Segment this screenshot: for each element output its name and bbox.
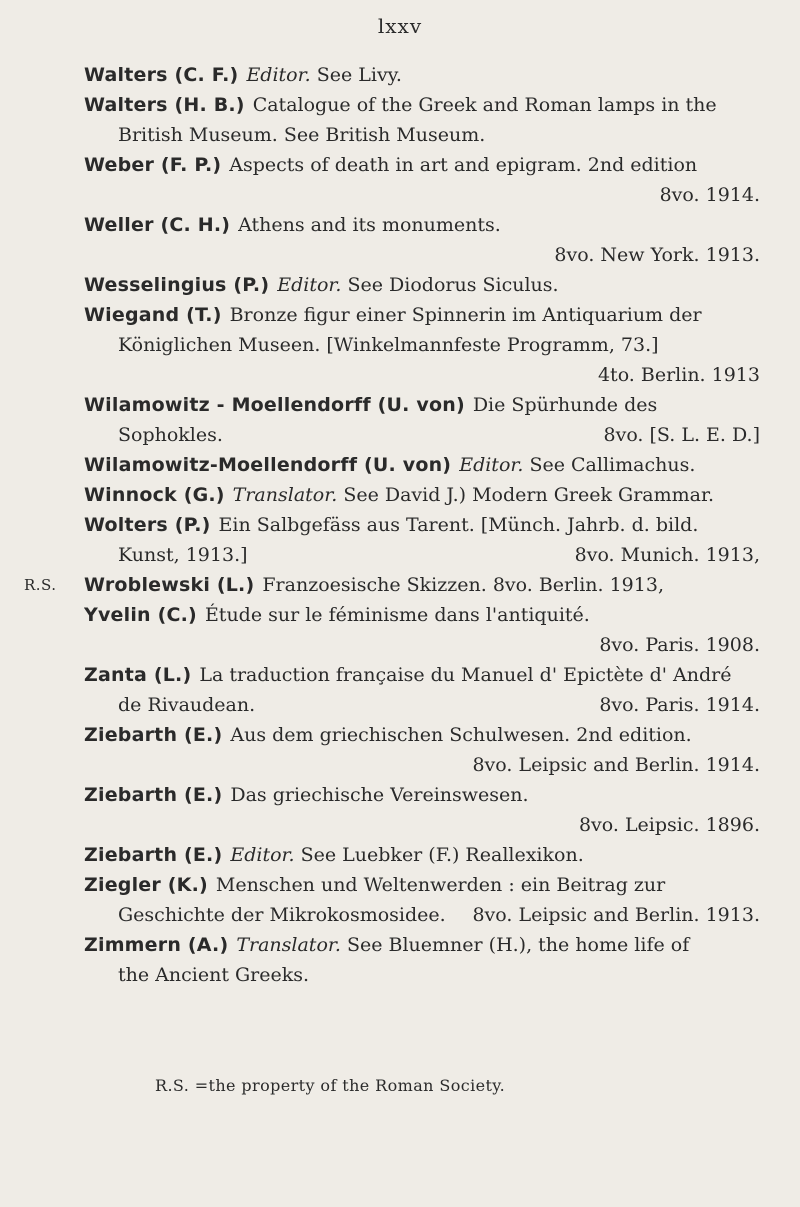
entry-continuation bbox=[84, 630, 760, 660]
author-name: Wroblewski (L.) bbox=[84, 574, 255, 596]
catalogue-entry bbox=[84, 930, 760, 990]
title-text: See David J.) Modern Greek Grammar. bbox=[343, 484, 715, 506]
author-role: Editor. bbox=[246, 64, 311, 86]
title-text: Menschen und Weltenwerden : ein Beitrag zur bbox=[215, 874, 666, 896]
entry-first-line-text bbox=[238, 210, 501, 240]
author-name: Wilamowitz - Moellendorff (U. von) bbox=[84, 394, 465, 416]
title-text: Das griechische Vereinswesen. bbox=[230, 784, 529, 806]
entry-first-line bbox=[84, 390, 760, 420]
entry-first-line-text bbox=[236, 930, 689, 960]
entry-first-line-text bbox=[205, 600, 590, 630]
entry-first-line bbox=[84, 210, 760, 240]
author-name: Walters (H. B.) bbox=[84, 94, 245, 116]
publication-info: 8vo. Munich. 1913, bbox=[574, 544, 760, 566]
author-role: Editor. bbox=[230, 844, 295, 866]
author-name: Yvelin (C.) bbox=[84, 604, 197, 626]
author-name: Ziegler (K.) bbox=[84, 874, 208, 896]
publication-info: 8vo. Leipsic and Berlin. 1913. bbox=[472, 904, 760, 926]
catalogue-entry bbox=[24, 570, 760, 600]
author-name: Ziebarth (E.) bbox=[84, 724, 223, 746]
entry-continuation bbox=[84, 240, 760, 270]
entry-continuation bbox=[84, 330, 760, 360]
entry-list bbox=[24, 60, 760, 990]
entry-first-line bbox=[84, 660, 760, 690]
entry-first-line-text bbox=[199, 660, 731, 690]
author-role: Translator. bbox=[232, 484, 338, 506]
entry-first-line bbox=[84, 300, 760, 330]
catalogue-entry bbox=[84, 510, 760, 570]
author-name: Wiegand (T.) bbox=[84, 304, 222, 326]
title-text: Franzoesische Skizzen. 8vo. Berlin. 1913, bbox=[262, 574, 664, 596]
author-role: Translator. bbox=[236, 934, 341, 956]
catalogue-entry bbox=[84, 780, 760, 840]
author-name: Ziebarth (E.) bbox=[84, 784, 223, 806]
footnote: R.S. =the property of the Roman Society. bbox=[155, 1076, 506, 1095]
entry-continuation bbox=[84, 120, 760, 150]
entry-first-line bbox=[84, 90, 760, 120]
title-text: Die Spürhunde des bbox=[472, 394, 658, 416]
author-role: Editor. bbox=[277, 274, 342, 296]
entry-first-line bbox=[84, 480, 760, 510]
entry-first-line-text bbox=[219, 510, 699, 540]
entry-first-line-text bbox=[230, 780, 528, 810]
author-name: Weber (F. P.) bbox=[84, 154, 222, 176]
entry-first-line-text bbox=[230, 720, 691, 750]
entry-first-line bbox=[84, 60, 760, 90]
publication-info: 8vo. [S. L. E. D.] bbox=[603, 424, 760, 446]
catalogue-entry bbox=[84, 450, 760, 480]
author-name: Wilamowitz-Moellendorff (U. von) bbox=[84, 454, 452, 476]
author-name: Wesselingius (P.) bbox=[84, 274, 270, 296]
entry-first-line-text bbox=[277, 270, 558, 300]
catalogue-entry bbox=[84, 720, 760, 780]
publication-info: 8vo. Leipsic. 1896. bbox=[578, 814, 760, 836]
entry-first-line-text bbox=[216, 870, 665, 900]
catalogue-entry bbox=[84, 660, 760, 720]
publication-info: 8vo. 1914. bbox=[659, 184, 760, 206]
title-continuation: Kunst, 1913.] bbox=[118, 544, 248, 566]
entry-continuation bbox=[84, 810, 760, 840]
catalogue-entry bbox=[84, 600, 760, 660]
title-continuation: British Museum. See British Museum. bbox=[118, 124, 486, 146]
title-continuation: the Ancient Greeks. bbox=[118, 964, 310, 986]
entry-first-line bbox=[84, 150, 760, 180]
page-number: lxxv bbox=[377, 14, 423, 38]
ownership-marker: R.S. bbox=[24, 576, 57, 594]
title-continuation: Geschichte der Mikrokosmosidee. bbox=[118, 904, 446, 926]
publication-info: 8vo. Paris. 1914. bbox=[599, 694, 760, 716]
entry-first-line bbox=[84, 780, 760, 810]
entry-first-line-text bbox=[229, 150, 697, 180]
author-name: Winnock (G.) bbox=[84, 484, 225, 506]
entry-first-line bbox=[84, 270, 760, 300]
publication-info: 4to. Berlin. 1913 bbox=[597, 364, 760, 386]
catalogue-entry bbox=[84, 390, 760, 450]
catalogue-entry bbox=[84, 270, 760, 300]
author-name: Weller (C. H.) bbox=[84, 214, 231, 236]
entry-first-line bbox=[84, 930, 760, 960]
title-text: See Bluemner (H.), the home life of bbox=[346, 934, 690, 956]
author-name: Zanta (L.) bbox=[84, 664, 192, 686]
entry-continuation bbox=[84, 540, 760, 570]
title-text: Bronze figur einer Spinnerin im Antiquarium der bbox=[229, 304, 702, 326]
entry-first-line-text bbox=[262, 570, 664, 600]
title-text: La traduction française du Manuel d' Epictète d' André bbox=[199, 664, 732, 686]
title-text: Étude sur le féminisme dans l'antiquité. bbox=[204, 604, 590, 626]
entry-continuation bbox=[84, 900, 760, 930]
title-text: See Livy. bbox=[316, 64, 402, 86]
entry-continuation bbox=[84, 750, 760, 780]
author-name: Zimmern (A.) bbox=[84, 934, 229, 956]
publication-info: 8vo. New York. 1913. bbox=[554, 244, 760, 266]
entry-first-line bbox=[84, 870, 760, 900]
author-name: Ziebarth (E.) bbox=[84, 844, 223, 866]
entry-first-line-text bbox=[253, 90, 717, 120]
author-role: Editor. bbox=[459, 454, 524, 476]
author-name: Wolters (P.) bbox=[84, 514, 211, 536]
title-text: Ein Salbgefäss aus Tarent. [Münch. Jahrb. d. bild. bbox=[218, 514, 699, 536]
title-continuation: de Rivaudean. bbox=[118, 694, 256, 716]
entry-publication-line bbox=[84, 360, 760, 390]
title-text: Athens and its monuments. bbox=[238, 214, 501, 236]
author-name: Walters (C. F.) bbox=[84, 64, 239, 86]
catalogue-entry bbox=[84, 840, 760, 870]
entry-first-line bbox=[84, 570, 760, 600]
catalogue-entry bbox=[84, 480, 760, 510]
entry-first-line bbox=[84, 840, 760, 870]
title-text: See Diodorus Siculus. bbox=[347, 274, 559, 296]
entry-first-line bbox=[84, 510, 760, 540]
entry-first-line-text bbox=[459, 450, 695, 480]
entry-continuation bbox=[84, 690, 760, 720]
title-continuation: Sophokles. bbox=[118, 424, 223, 446]
catalogue-entry bbox=[84, 60, 760, 90]
entry-first-line-text bbox=[246, 60, 402, 90]
title-text: Aspects of death in art and epigram. 2nd edition bbox=[229, 154, 698, 176]
title-text: See Luebker (F.) Reallexikon. bbox=[300, 844, 584, 866]
entry-first-line bbox=[84, 600, 760, 630]
entry-first-line-text bbox=[230, 300, 702, 330]
publication-info: 8vo. Paris. 1908. bbox=[599, 634, 760, 656]
catalogue-entry bbox=[84, 90, 760, 150]
title-text: Aus dem griechischen Schulwesen. 2nd edition. bbox=[230, 724, 692, 746]
entry-first-line-text bbox=[233, 480, 714, 510]
entry-first-line-text bbox=[230, 840, 583, 870]
entry-continuation bbox=[84, 180, 760, 210]
entry-continuation bbox=[84, 420, 760, 450]
title-continuation: Königlichen Museen. [Winkelmannfeste Programm, 73.] bbox=[118, 334, 659, 356]
entry-continuation bbox=[84, 960, 760, 990]
title-text: See Callimachus. bbox=[529, 454, 696, 476]
entry-first-line-text bbox=[473, 390, 657, 420]
title-text: Catalogue of the Greek and Roman lamps in the bbox=[252, 94, 717, 116]
publication-info: 8vo. Leipsic and Berlin. 1914. bbox=[472, 754, 760, 776]
catalogue-entry bbox=[84, 150, 760, 210]
entry-first-line bbox=[84, 720, 760, 750]
catalogue-entry bbox=[84, 210, 760, 270]
entry-first-line bbox=[84, 450, 760, 480]
catalogue-entry bbox=[84, 300, 760, 390]
catalogue-entry bbox=[84, 870, 760, 930]
